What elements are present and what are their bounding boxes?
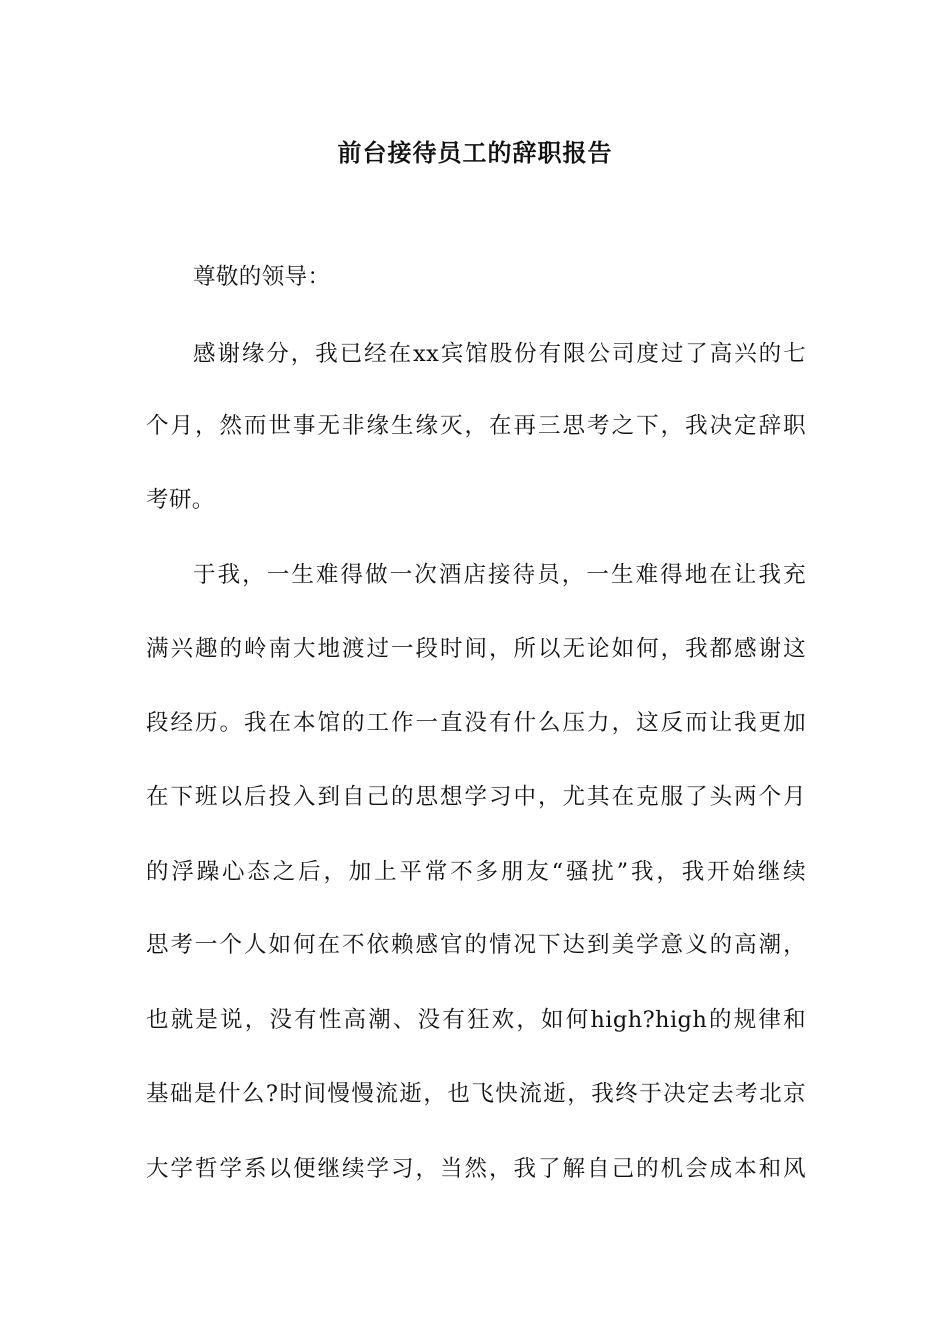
paragraph-line: 也就是说，没有性高潮、没有狂欢，如何high?high的规律和	[146, 1007, 806, 1033]
salutation-line: 尊敬的领导：	[193, 264, 331, 290]
paragraph-line: 满兴趣的岭南大地渡过一段时间，所以无论如何，我都感谢这	[146, 636, 806, 662]
paragraph-line: 个月，然而世事无非缘生缘灭，在再三思考之下，我决定辞职	[146, 413, 806, 439]
paragraph-line: 考研。	[146, 487, 215, 513]
paragraph-line: 思考一个人如何在不依赖感官的情况下达到美学意义的高潮，	[146, 932, 806, 958]
document-title: 前台接待员工的辞职报告	[337, 138, 613, 167]
paragraph-line: 于我，一生难得做一次酒店接待员，一生难得地在让我充	[193, 562, 806, 588]
paragraph-line: 感谢缘分，我已经在xx宾馆股份有限公司度过了高兴的七	[193, 341, 806, 367]
paragraph-line: 的浮躁心态之后，加上平常不多朋友“骚扰”我，我开始继续	[146, 859, 806, 885]
paragraph-line: 在下班以后投入到自己的思想学习中，尤其在克服了头两个月	[146, 784, 806, 810]
paragraph-line: 基础是什么?时间慢慢流逝，也飞快流逝，我终于决定去考北京	[146, 1081, 806, 1107]
paragraph-line: 段经历。我在本馆的工作一直没有什么压力，这反而让我更加	[146, 710, 806, 736]
paragraph-line: 大学哲学系以便继续学习，当然，我了解自己的机会成本和风	[146, 1156, 806, 1182]
